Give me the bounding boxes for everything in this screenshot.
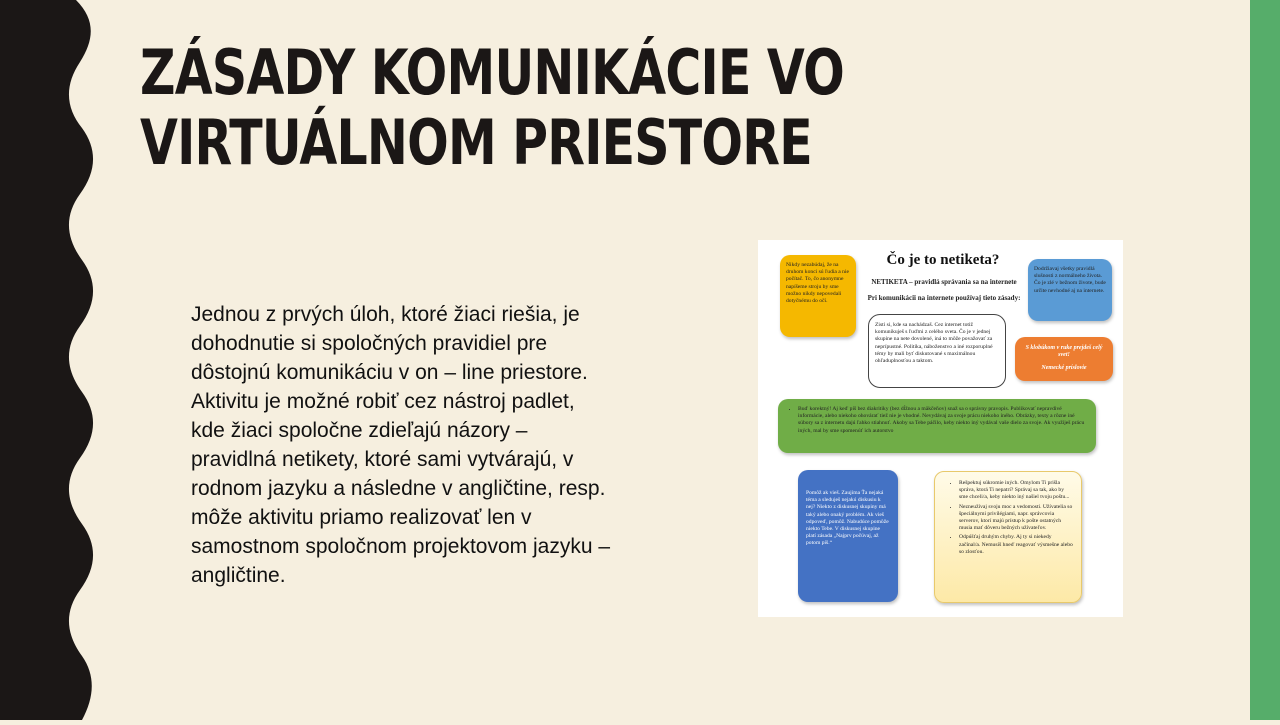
- cream-box-item: • Nezneužívaj svoju moc a vedomosti. Užívatelia so špeciálnymi privilégiami, napr. správcovia serverov, ktorí majú prístup k pošte ostatných musia mať dôveru bežných užívateľov.: [959, 504, 1073, 533]
- wavy-band-shape: [0, 0, 93, 720]
- infographic-orange-box: [1015, 337, 1113, 381]
- slide-title: [140, 38, 851, 178]
- slide-body-text: Jednou z prvých úloh, ktoré žiaci riešia, je dohodnutie si spoločných pravidiel pre dôstojnú komunikáciu v on – line priestore. Aktivitu je možné robiť cez nástroj padlet, kde žiaci spoločne zdieľajú názory – pravidlná netikety, ktoré sami vytvárajú, v rodnom jazyku a následne v angličtine, resp. môže aktivitu priamo realizovať len v samostnom spoločnom projektovom jazyku – angličtine.: [191, 303, 611, 587]
- infographic-blue-top-right-box: Dodržiavaj všetky pravidlá slušnosti z normálneho života. Čo je zlé v bežnom živote, bude určite nevhodné aj na internete.: [1028, 259, 1112, 321]
- infographic-title: Čo je to netiketa?: [886, 252, 1000, 268]
- cream-box-item: • Odpúšťaj druhým chyby. Aj ty si niekedy začínal/a. Nemusíš hneď reagovať výsmešne alebo so zlosťou.: [959, 534, 1073, 556]
- netiquette-infographic-image: [758, 240, 1123, 617]
- right-decorative-band: [1250, 0, 1280, 720]
- slide-title-line1: ZÁSADY KOMUNIKÁCIE VO: [140, 36, 844, 109]
- green-box-text: • Buď korektný! Aj keď píš bez diakritiky (bez dĺžnou a mäkčeňov) snaž sa o správny pravopis. Publikovať nepravdivé informácie, alebo niekoho ohovárať tiež nie je vhodné. Nevydávaj za svoje prácu niekoho iného. Obrázky, texty a rôzne iné súbory sa z internetu dajú ľahko stiahnuť. Akoby sa Tebe páčilo, keby niekto iný vydával vaše dielo za svoje. Ak využiješ prácu iných, mal by sme spomenúť ich autorstvo: [798, 406, 1086, 435]
- infographic-subtitle-2: Pri komunikácii na internete používaj tieto zásady:: [867, 294, 1021, 302]
- orange-box-source: Nemecké príslovie: [1041, 365, 1087, 372]
- infographic-subtitle: NETIKETA – pravidlá správania sa na internete: [871, 278, 1017, 286]
- infographic-cream-box: [934, 471, 1082, 603]
- infographic-center-box: Zisti si, kde sa nachádzaš. Cez internet totiž komunikuješ s ľuďmi z celého sveta. Čo je v jednej skupine na nete dovolené, iná to môže považovať za neprípustné. Politika, náboženstvo a iné rozporuplné témy by mali byť diskutované s maximálnou ohľaduplnosťou a taktom.: [868, 314, 1006, 388]
- cream-box-item: • Rešpektuj súkromie iných. Omylom Ti prišla správa, ktorá Ti nepatrí? Správaj sa tak, ako by sme chceli/a, keby niekto iný našiel tvoju poštu...: [959, 480, 1073, 502]
- orange-box-quote: S klobúkom v ruke prejdeš celý svet!: [1025, 345, 1103, 359]
- infographic-yellow-box: Nikdy nezabúdaj, že na druhom konci sú ľudia a nie počítač. To, čo anonymne napíšeme stroju by sme možno nikdy nepovedali dotyčnému do očí.: [780, 255, 856, 337]
- infographic-blue-bottom-left-box: Pomôž ak vieš. Zaujíma Ťa nejaká téma a sleduješ nejakú diskusiu k nej? Niekto z diskusnej skupiny má taký alebo onaký problém. Ak vieš odpoveď, pomôž. Nabudúce pomôže niekto Tebe. V diskusnej skupine platí zásada „Najprv počúvaj, až potom píš.“: [798, 470, 898, 602]
- infographic-green-box: [778, 399, 1096, 453]
- slide-title-line2: VIRTUÁLNOM PRIESTORE: [140, 106, 812, 179]
- left-decorative-band: [0, 0, 110, 720]
